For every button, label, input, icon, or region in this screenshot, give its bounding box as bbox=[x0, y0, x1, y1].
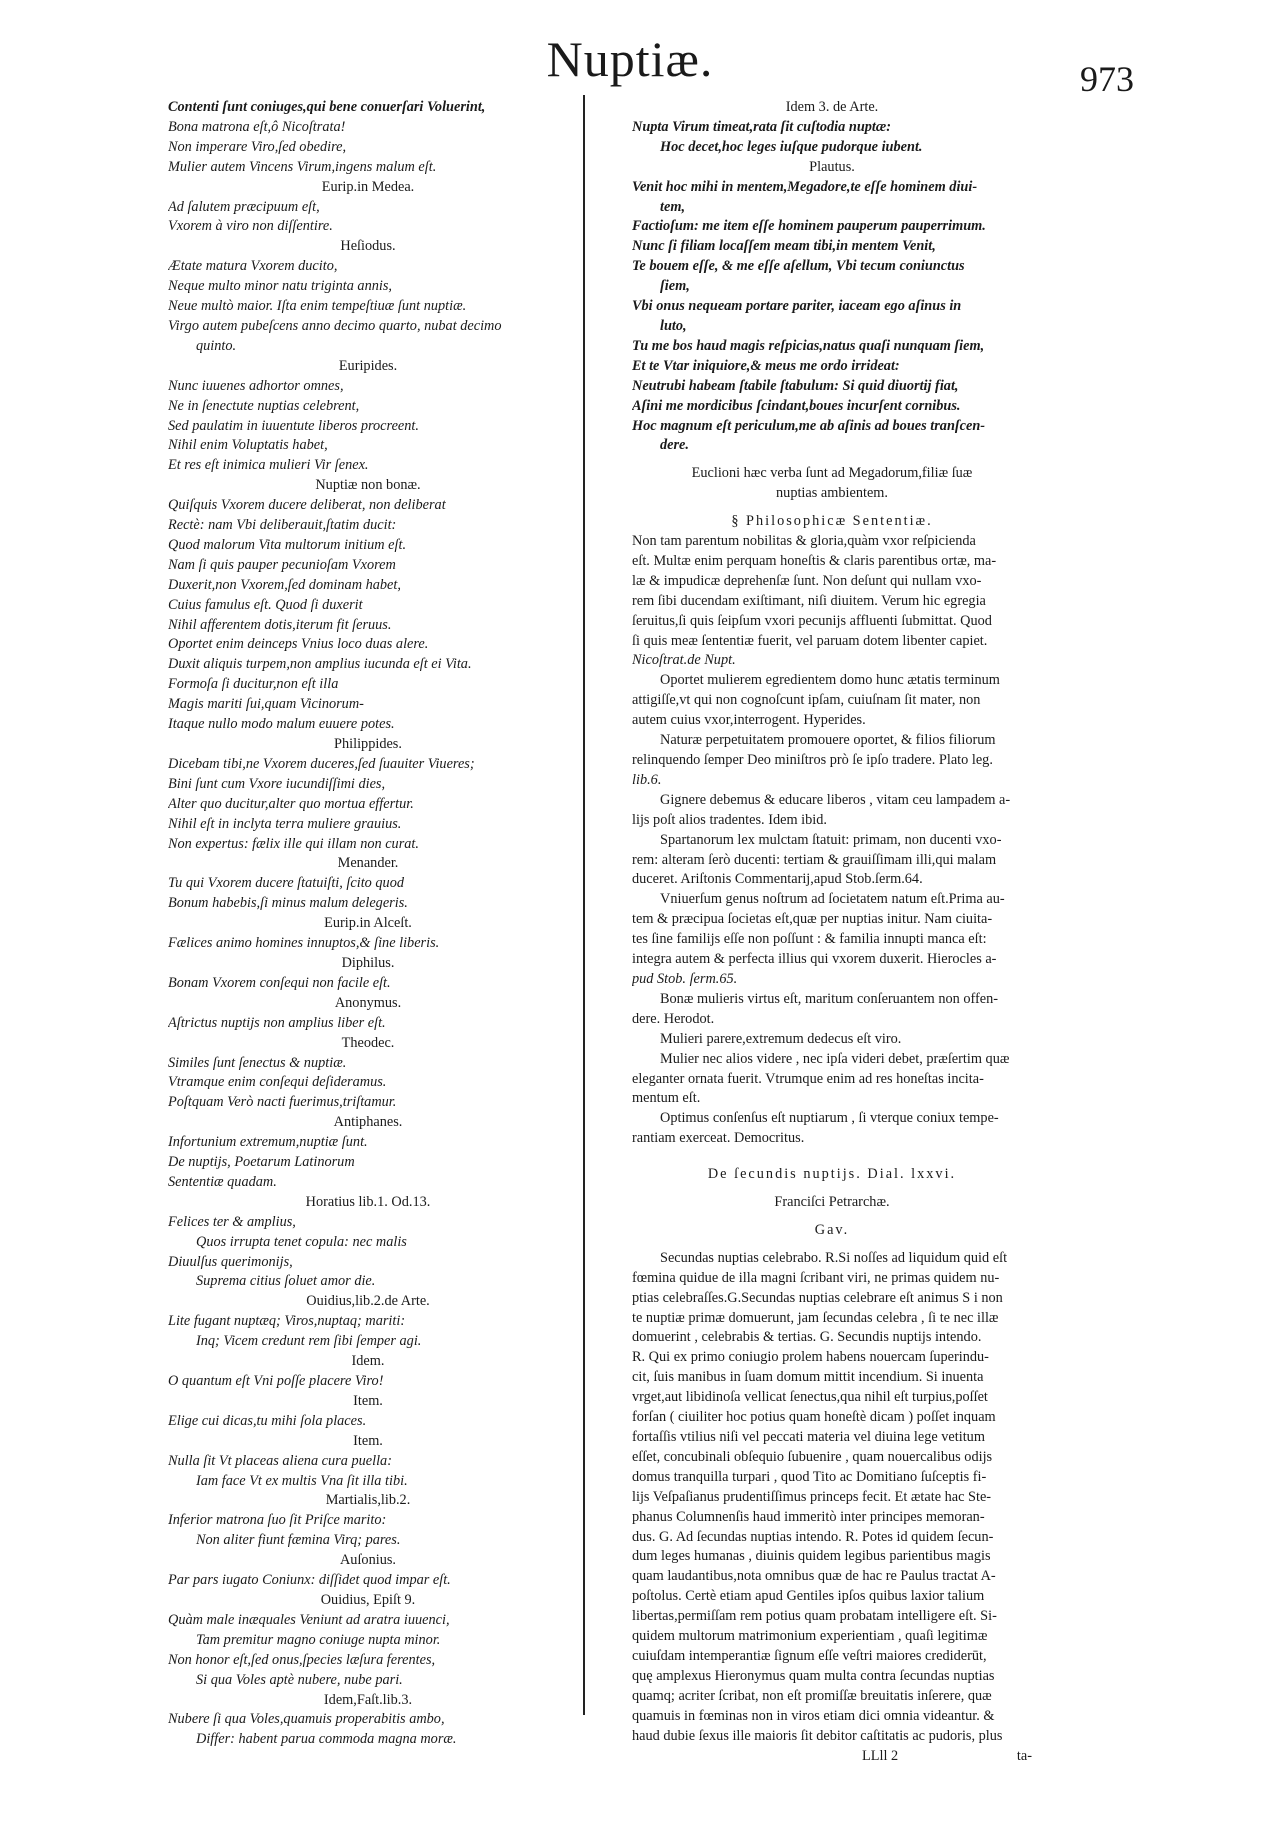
text-line: haud dubie ſexus ille maioris ſit debitor caſtitatis ac pudoris, plus bbox=[632, 1727, 1003, 1744]
text-line: Gav. bbox=[814, 1221, 850, 1238]
text-line: rem ſibi ducendam exiſtimant, niſi diuitem. Verum hic egregia bbox=[632, 592, 986, 609]
text-line: Bini ſunt cum Vxore iucundiſſimi dies, bbox=[168, 775, 386, 792]
text-line: Nunc iuuenes adhortor omnes, bbox=[168, 377, 344, 394]
text-line: R. Qui ex primo coniugio prolem habens nouercam ſuperindu- bbox=[632, 1349, 989, 1366]
footer-line bbox=[632, 1747, 1032, 1767]
text-line: dere. bbox=[660, 437, 689, 454]
text-line: Aſtrictus nuptijs non amplius liber eſt. bbox=[168, 1014, 386, 1031]
text-line: te nuptiæ primæ domuerunt, jam ſecundas celebra , ſi te nec illæ bbox=[632, 1309, 999, 1326]
text-line bbox=[632, 1149, 1032, 1165]
text-line bbox=[632, 456, 1032, 464]
text-line: quinto. bbox=[196, 337, 237, 354]
text-line: Non aliter fiunt fæmina Virq; pares. bbox=[196, 1532, 401, 1549]
text-line: relinquendo ſemper Deo miniſtros prò ſe ipſo tradere. Plato leg. bbox=[632, 752, 993, 768]
text-line: Mulier nec alios videre , nec ipſa videri debet, præſertim quæ bbox=[660, 1050, 1010, 1067]
text-line: Vxorem à viro non diſſentire. bbox=[168, 218, 333, 235]
text-line: tem, bbox=[660, 198, 686, 215]
text-line: Item. bbox=[353, 1432, 383, 1449]
text-line: vrget,aut libidinoſa vellicat ſenectus,qua nihil eſt turpius,poſſet bbox=[632, 1389, 988, 1406]
text-line: Vniuerſum genus noſtrum ad ſocietatem natum eſt.Prima au- bbox=[660, 891, 1005, 908]
text-line: læ & impudicæ deprehenſæ ſunt. Non deſunt qui nullam vxo- bbox=[632, 572, 982, 589]
text-line: Mulier autem Vincens Virum,ingens malum eſt. bbox=[168, 158, 437, 175]
text-line: Non expertus: fælix ille qui illam non curat. bbox=[168, 835, 419, 852]
left-column bbox=[168, 98, 568, 1750]
text-line: Diphilus. bbox=[341, 954, 395, 971]
text-line: forſan ( ciuiliter hoc potius quam honeſtè dicam ) poſſet inquam bbox=[632, 1409, 996, 1426]
text-line: ſi quis meæ ſententiæ fuerit, vel paruam dotem libenter capiet. bbox=[632, 632, 988, 649]
text-line: Bonæ mulieris virtus eſt, maritum conſeruantem non offen- bbox=[660, 990, 999, 1007]
page-title: Nuptiæ. bbox=[546, 31, 714, 87]
text-line: Idem. bbox=[351, 1353, 385, 1370]
text-line: Plautus. bbox=[809, 158, 855, 175]
text-line: dere. Herodot. bbox=[632, 1010, 715, 1027]
text-line: Mulieri parere,extremum dedecus eſt viro. bbox=[660, 1030, 902, 1047]
text-line: Nihil eſt in inclyta terra muliere grauius. bbox=[168, 815, 402, 832]
text-line: Ne in ſenectute nuptias celebrent, bbox=[168, 397, 360, 414]
text-line: Nicoſtrat.de Nupt. bbox=[632, 652, 736, 669]
text-line: libertas,permiſſam rem potius quam probatam intelligere eſt. Si- bbox=[632, 1608, 997, 1625]
text-line: Nam ſi quis pauper pecunioſam Vxorem bbox=[168, 556, 396, 573]
text-line: ptias celebraſſes.G.Secundas nuptias celebrare eſt animus S i non bbox=[632, 1289, 1003, 1306]
page-number: 973 bbox=[1080, 59, 1134, 99]
text-line: duceret. Ariſtonis Commentarij,apud Stob.ſerm.64. bbox=[632, 871, 923, 888]
text-line: Tam premitur magno coniuge nupta minor. bbox=[196, 1631, 441, 1648]
column-divider bbox=[583, 95, 585, 1715]
text-line bbox=[632, 1185, 1032, 1193]
text-line: Philippides. bbox=[334, 736, 402, 752]
text-line: eleganter ornata fuerit. Vtrumque enim ad res honeſtas incita- bbox=[632, 1070, 984, 1087]
text-line: Bonam Vxorem conſequi non facile eſt. bbox=[168, 974, 391, 991]
text-line: Felices ter & amplius, bbox=[168, 1213, 296, 1230]
text-line: Sed paulatim in iuuentute liberos procreent. bbox=[168, 417, 419, 434]
text-line: Eurip.in Medea. bbox=[321, 178, 415, 195]
text-line: quidem multorum matrimonium experientiam , quaſi legitimæ bbox=[632, 1628, 988, 1645]
text-line: Factioſum: me item eſſe hominem pauperum pauperrimum. bbox=[632, 218, 986, 235]
text-line: cuiuſdam intemperantiæ ſignum eſſe veſtri maiores crediderūt, bbox=[632, 1647, 987, 1664]
text-line: O quantum eſt Vni poſſe placere Viro! bbox=[168, 1373, 384, 1389]
text-line: Dicebam tibi,ne Vxorem duceres,ſed ſuauiter Viueres; bbox=[168, 755, 475, 772]
text-line: Virgo autem pubeſcens anno decimo quarto, nubat decimo bbox=[168, 317, 502, 334]
text-line: mentum eſt. bbox=[632, 1090, 701, 1107]
text-line: integra autem & perfecta illius qui vxorem duxerit. Hierocles a- bbox=[632, 951, 997, 968]
text-line: Alter quo ducitur,alter quo mortua effertur. bbox=[168, 795, 414, 812]
text-line: ſiem, bbox=[660, 278, 690, 295]
text-line: Idem,Faſt.lib.3. bbox=[323, 1691, 413, 1708]
text-line: Naturæ perpetuitatem promouere oportet, & filios filiorum bbox=[660, 732, 996, 749]
text-line: cit, ſuis manibus in ſuam domum mittit incendium. Si inuenta bbox=[632, 1369, 984, 1386]
text-line: Nihil afferentem dotis,iterum fit ſeruus. bbox=[168, 616, 392, 633]
text-line: Oportet enim deinceps Vnius loco duas alere. bbox=[168, 636, 429, 653]
text-line: Euclioni hæc verba ſunt ad Megadorum,filiæ ſuæ bbox=[691, 465, 973, 482]
text-line: Anonymus. bbox=[334, 994, 402, 1011]
text-line: Poſtquam Verò nacti fuerimus,triſtamur. bbox=[168, 1094, 397, 1111]
text-line: Aſini me mordicibus ſcindant,boues incurſent cornibus. bbox=[632, 397, 961, 414]
text-line: eſſet, concubinali obſequio ſubuenire , quam nouercalibus odijs bbox=[632, 1448, 993, 1465]
text-line: Vbi onus nequeam portare pariter, iaceam ego aſinus in bbox=[632, 298, 962, 315]
text-line: Venit hoc mihi in mentem,Megadore,te eſſe hominem diui- bbox=[632, 178, 978, 195]
text-line bbox=[632, 504, 1032, 512]
text-line: Bona matrona eſt,ô Nicoſtrata! bbox=[168, 118, 346, 135]
text-line: Differ: habent parua commoda magna moræ. bbox=[196, 1731, 457, 1748]
text-line: phanus Columnenſis haud immeritò inter principes memoran- bbox=[632, 1508, 985, 1525]
text-line: Quos irrupta tenet copula: nec malis bbox=[196, 1233, 407, 1250]
text-line: Nuptiæ non bonæ. bbox=[315, 477, 421, 494]
catchword: ta- bbox=[1016, 1747, 1032, 1764]
text-line: Non honor eſt,ſed onus,ſpecies læſura ferentes, bbox=[168, 1651, 436, 1668]
text-line: Gignere debemus & educare liberos , vitam ceu lampadem a- bbox=[660, 791, 1011, 808]
text-line: § Philosophicæ Sententiæ. bbox=[731, 513, 933, 530]
text-line: Inferior matrona ſuo ſit Priſce marito: bbox=[168, 1512, 387, 1529]
text-line: Nihil enim Voluptatis habet, bbox=[168, 437, 328, 454]
text-line: Hoc magnum eſt periculum,me ab aſinis ad boues tranſcen- bbox=[632, 417, 986, 434]
text-line: Auſonius. bbox=[339, 1552, 396, 1569]
text-line: Spartanorum lex mulctam ſtatuit: primam, non ducenti vxo- bbox=[660, 831, 1002, 848]
text-line: Neutrubi habeam ſtabile ſtabulum: Si quid diuortij fiat, bbox=[632, 377, 959, 394]
text-line: Contenti ſunt coniuges,qui bene conuerſari Voluerint, bbox=[168, 99, 486, 115]
text-line: luto, bbox=[660, 317, 687, 334]
signature-mark: LLll 2 bbox=[862, 1747, 899, 1764]
text-line: Fælices animo homines innuptos,& ſine liberis. bbox=[168, 935, 440, 952]
text-line: lib.6. bbox=[632, 771, 662, 788]
text-line: Si qua Voles aptè nubere, nube pari. bbox=[196, 1671, 403, 1688]
text-line: Nulla ſit Vt placeas aliena cura puella: bbox=[168, 1452, 392, 1469]
text-line: Ætate matura Vxorem ducito, bbox=[168, 258, 338, 275]
text-line: Hoc decet,hoc leges iuſque pudorque iubent. bbox=[660, 138, 923, 155]
text-line: Ad ſalutem præcipuum eſt, bbox=[168, 198, 320, 215]
text-line: Quod malorum Vita multorum initium eſt. bbox=[168, 536, 407, 553]
text-line: pud Stob. ſerm.65. bbox=[632, 970, 738, 987]
text-line: poſtolus. Certè etiam apud Gentiles ipſos quibus laxior talium bbox=[632, 1588, 985, 1605]
text-line: tem & præcipua ſocietas eſt,quæ per nuptias initur. Nam ciuita- bbox=[632, 911, 993, 928]
text-line: Te bouem eſſe, & me eſſe aſellum, Vbi tecum coniunctus bbox=[632, 258, 965, 275]
text-line: Elige cui dicas,tu mihi ſola places. bbox=[168, 1412, 367, 1429]
text-line: lijs poſt alios tradentes. Idem ibid. bbox=[632, 811, 827, 828]
text-line: Infortunium extremum,nuptiæ ſunt. bbox=[168, 1134, 368, 1151]
text-line: Non imperare Viro,ſed obedire, bbox=[168, 138, 347, 155]
text-line: Rectè: nam Vbi deliberauit,ſtatim ducit: bbox=[168, 517, 397, 534]
text-line: Nunc ſi filiam locaſſem meam tibi,in mentem Venit, bbox=[632, 238, 936, 255]
text-line: Menander. bbox=[337, 855, 399, 872]
text-line: Duxerit,non Vxorem,ſed dominam habet, bbox=[168, 576, 401, 593]
text-line: Martialis,lib.2. bbox=[325, 1492, 411, 1509]
text-line: Secundas nuptias celebrabo. R.Si noſſes ad liquidum quid eſt bbox=[660, 1249, 1008, 1266]
text-line: dum leges humanas , diuinis quidem legibus parientibus magis bbox=[632, 1548, 991, 1565]
text-line: Bonum habebis,ſi minus malum delegeris. bbox=[168, 895, 408, 912]
text-line: Euripides. bbox=[338, 357, 398, 374]
text-line: fortaſſis vtilius niſi vel peccati materia vel diuina lege vetitum bbox=[632, 1429, 985, 1445]
text-line: Vtramque enim conſequi deſideramus. bbox=[168, 1074, 387, 1091]
text-line: Itaque nullo modo malum euuere potes. bbox=[168, 716, 395, 733]
text-line: Formoſa ſi ducitur,non eſt illa bbox=[168, 676, 339, 693]
text-line: Lite fugant nuptæq; Viros,nuptaq; mariti: bbox=[168, 1313, 406, 1330]
text-line: Et res eſt inimica mulieri Vir ſenex. bbox=[168, 457, 369, 474]
text-line: Tu qui Vxorem ducere ſtatuiſti, ſcito quod bbox=[168, 875, 405, 892]
text-line: Theodec. bbox=[341, 1034, 395, 1051]
text-line: Par pars iugato Coniunx: diſſidet quod impar eſt. bbox=[168, 1572, 451, 1589]
text-line: eſt. Multæ enim perquam honeſtis & claris parentibus ortæ, ma- bbox=[632, 552, 997, 569]
text-line: Nubere ſi qua Voles,quamuis properabitis ambo, bbox=[168, 1711, 445, 1728]
text-line: Quiſquis Vxorem ducere deliberat, non deliberat bbox=[168, 497, 446, 514]
right-column bbox=[632, 98, 1032, 1767]
text-line: Diuulſus querimonijs, bbox=[168, 1253, 293, 1270]
text-line: tes ſine familijs eſſe non poſſunt : & familia innupti manca eſt: bbox=[632, 931, 987, 948]
text-line: domus tranquilla turpari , quod Tito ac Domitiano ſuſceptis fi- bbox=[632, 1468, 987, 1485]
text-line: Eurip.in Alceſt. bbox=[324, 915, 412, 932]
text-line: ſeruitus,ſi quis ſeipſum vxori pecunijs affluenti ſubmittat. Quod bbox=[632, 612, 992, 629]
text-line: Et te Vtar iniquiore,& meus me ordo irrideat: bbox=[632, 357, 900, 374]
text-line: Idem 3. de Arte. bbox=[785, 99, 879, 115]
text-line: Horatius lib.1. Od.13. bbox=[305, 1193, 431, 1210]
text-line: Non tam parentum nobilitas & gloria,quàm vxor reſpicienda bbox=[632, 533, 976, 550]
text-line: lijs Veſpaſianus prudentiſſimus princeps fecit. Et ætate hac Ste- bbox=[632, 1488, 992, 1505]
text-line: Nupta Virum timeat,rata ſit cuſtodia nuptæ: bbox=[632, 118, 891, 135]
text-line bbox=[632, 1241, 1032, 1249]
text-line: Tu me bos haud magis reſpicias,natus quaſi nunquam ſiem, bbox=[632, 337, 985, 354]
text-line: Heſiodus. bbox=[340, 238, 396, 255]
text-line: Neue multò maior. Iſta enim tempeſtiuæ ſunt nuptiæ. bbox=[168, 298, 467, 315]
text-line: nuptias ambientem. bbox=[776, 485, 888, 502]
text-line: Sententiæ quadam. bbox=[168, 1173, 277, 1190]
text-line: Antiphanes. bbox=[333, 1114, 403, 1131]
text-line: Similes ſunt ſenectus & nuptiæ. bbox=[168, 1054, 347, 1071]
text-line: Iam face Vt ex multis Vna ſit illa tibi. bbox=[196, 1472, 408, 1489]
text-line: Item. bbox=[353, 1392, 383, 1409]
text-line: dus. G. Ad ſecundas nuptias intendo. R. Potes id quidem ſecun- bbox=[632, 1528, 994, 1545]
text-line: Duxit aliquis turpem,non amplius iucunda eſt ei Vita. bbox=[168, 656, 472, 673]
text-line: Cuius famulus eſt. Quod ſi duxerit bbox=[168, 596, 363, 613]
text-line: quę amplexus Hieronymus quam multa contra ſecundas nuptias bbox=[632, 1667, 995, 1684]
text-line: quam laudantibus,nota omnibus quæ de hac re Paulus tractat A- bbox=[632, 1568, 996, 1585]
text-line: Optimus conſenſus eſt nuptiarum , ſi vterque coniux tempe- bbox=[660, 1110, 999, 1127]
text-line: rantiam exerceat. Democritus. bbox=[632, 1130, 805, 1147]
text-line: quamq; acriter ſcribat, non eſt promiſſæ breuitatis inſerere, quæ bbox=[632, 1687, 992, 1704]
text-line: autem cuius vxor,interrogent. Hyperides. bbox=[632, 712, 866, 729]
text-line: Suprema citius ſoluet amor die. bbox=[196, 1273, 376, 1290]
text-line: Quàm male inæquales Veniunt ad aratra iuuenci, bbox=[168, 1611, 450, 1628]
text-line: Oportet mulierem egredientem domo hunc ætatis terminum bbox=[660, 672, 1000, 689]
text-line: Ouidius,lib.2.de Arte. bbox=[306, 1293, 430, 1310]
text-line: fœmina quidue de illa magni ſcribant viri, ne primas quidem nu- bbox=[632, 1269, 1000, 1286]
text-line: Inq; Vicem credunt rem ſibi ſemper agi. bbox=[196, 1333, 422, 1350]
text-line: De nuptijs, Poetarum Latinorum bbox=[168, 1154, 355, 1171]
text-line: quamuis in fœminas non in viros etiam dici omnia videantur. & bbox=[632, 1707, 995, 1724]
text-line: rem: alteram ſerò ducenti: tertiam & grauiſſimam illi,qui malam bbox=[632, 851, 997, 868]
text-line bbox=[632, 1213, 1032, 1221]
text-line: attigiſſe,vt qui non cognoſcunt ipſam, cuiuſnam ſit mater, non bbox=[632, 692, 981, 709]
text-line: Ouidius, Epiſt 9. bbox=[320, 1591, 416, 1608]
text-line: Neque multo minor natu triginta annis, bbox=[168, 278, 392, 295]
text-line: Magis mariti ſui,quam Vicinorum- bbox=[168, 696, 364, 713]
text-line: domuerint , celebrabis & tertias. G. Secundis nuptijs intendo. bbox=[632, 1329, 982, 1346]
text-line: Franciſci Petrarchæ. bbox=[774, 1194, 890, 1211]
text-line: De ſecundis nuptijs. Dial. lxxvi. bbox=[707, 1166, 957, 1183]
